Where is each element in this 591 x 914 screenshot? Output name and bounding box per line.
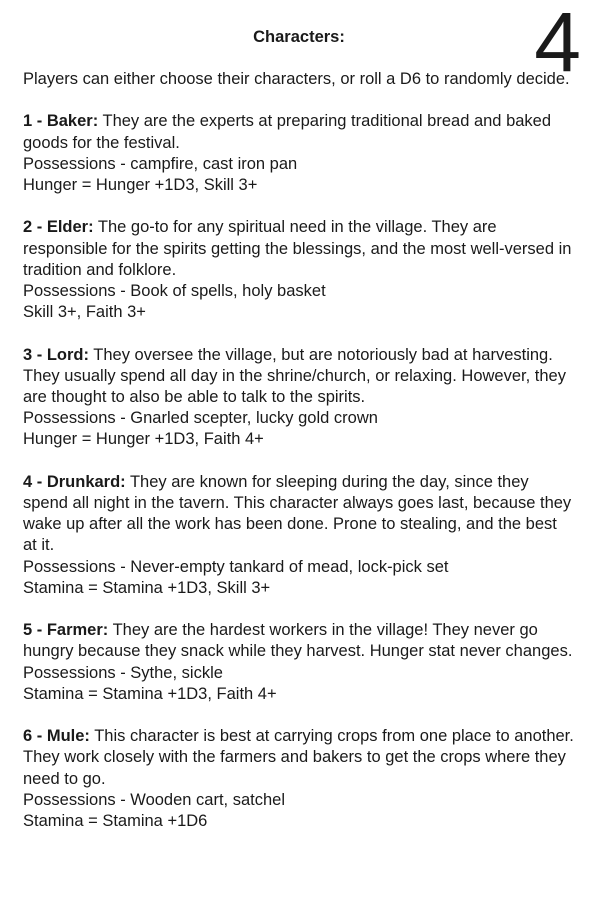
page-number: 4 (534, 0, 579, 89)
spacer (23, 196, 575, 217)
character-possessions: Possessions - Sythe, sickle (23, 663, 223, 682)
character-stats: Stamina = Stamina +1D3, Skill 3+ (23, 578, 271, 597)
character-description (23, 726, 575, 790)
character-description (23, 111, 575, 153)
character-stats: Skill 3+, Faith 3+ (23, 303, 146, 322)
character-entry-baker (23, 111, 575, 196)
spacer (23, 323, 575, 344)
character-description-text: They are known for sleeping during the day, since they spend all night in the tavern. This character always goes last, because they wake up after all the work has been done. Prone to stealing, and the best at it. (23, 472, 572, 555)
character-description-text: They are the hardest workers in the village! They never go hungry because they snack while they harvest. Hunger stat never changes. (23, 621, 573, 661)
character-title: 4 - Drunkard: (23, 472, 126, 491)
character-description-text: They are the experts at preparing traditional bread and baked goods for the festival. (23, 112, 552, 152)
intro-paragraph: Players can either choose their characters, or roll a D6 to randomly decide. (23, 70, 570, 88)
character-entry-lord (23, 345, 575, 451)
character-title: 3 - Lord: (23, 345, 89, 364)
character-possessions: Possessions - Never-empty tankard of mead, lock-pick set (23, 557, 449, 576)
character-stats: Hunger = Hunger +1D3, Faith 4+ (23, 430, 264, 449)
spacer (23, 90, 575, 111)
character-title: 6 - Mule: (23, 727, 90, 746)
character-description-text: The go-to for any spiritual need in the village. They are responsible for the spirits getting the blessings, and the most well-versed in tradition and folklore. (23, 218, 572, 279)
character-possessions: Possessions - Gnarled scepter, lucky gold crown (23, 409, 378, 428)
character-description (23, 620, 575, 662)
character-title: 5 - Farmer: (23, 621, 109, 640)
character-possessions: Possessions - Wooden cart, satchel (23, 790, 285, 809)
document-body (23, 69, 575, 832)
character-description (23, 345, 575, 409)
character-entry-mule (23, 726, 575, 832)
character-possessions: Possessions - Book of spells, holy basket (23, 282, 326, 300)
character-entry-elder (23, 217, 575, 323)
spacer (23, 705, 575, 726)
character-description (23, 472, 575, 557)
character-description-text: They oversee the village, but are notoriously bad at harvesting. They usually spend all day in the shrine/church, or relaxing. However, they are thought to also be able to talk to the spirits. (23, 345, 566, 406)
character-possessions: Possessions - campfire, cast iron pan (23, 154, 298, 173)
character-description (23, 217, 575, 281)
character-stats: Stamina = Stamina +1D6 (23, 812, 208, 831)
character-entry-farmer (23, 620, 575, 705)
character-title: 1 - Baker: (23, 112, 99, 131)
character-description-text: This character is best at carrying crops from one place to another. They work closely with the farmers and bakers to get the crops where they need to go. (23, 727, 574, 788)
spacer (23, 451, 575, 472)
character-stats: Hunger = Hunger +1D3, Skill 3+ (23, 176, 258, 194)
spacer (23, 599, 575, 620)
character-stats: Stamina = Stamina +1D3, Faith 4+ (23, 684, 277, 703)
page-heading: Characters: (253, 28, 345, 46)
character-entry-drunkard (23, 472, 575, 599)
character-title: 2 - Elder: (23, 218, 94, 237)
